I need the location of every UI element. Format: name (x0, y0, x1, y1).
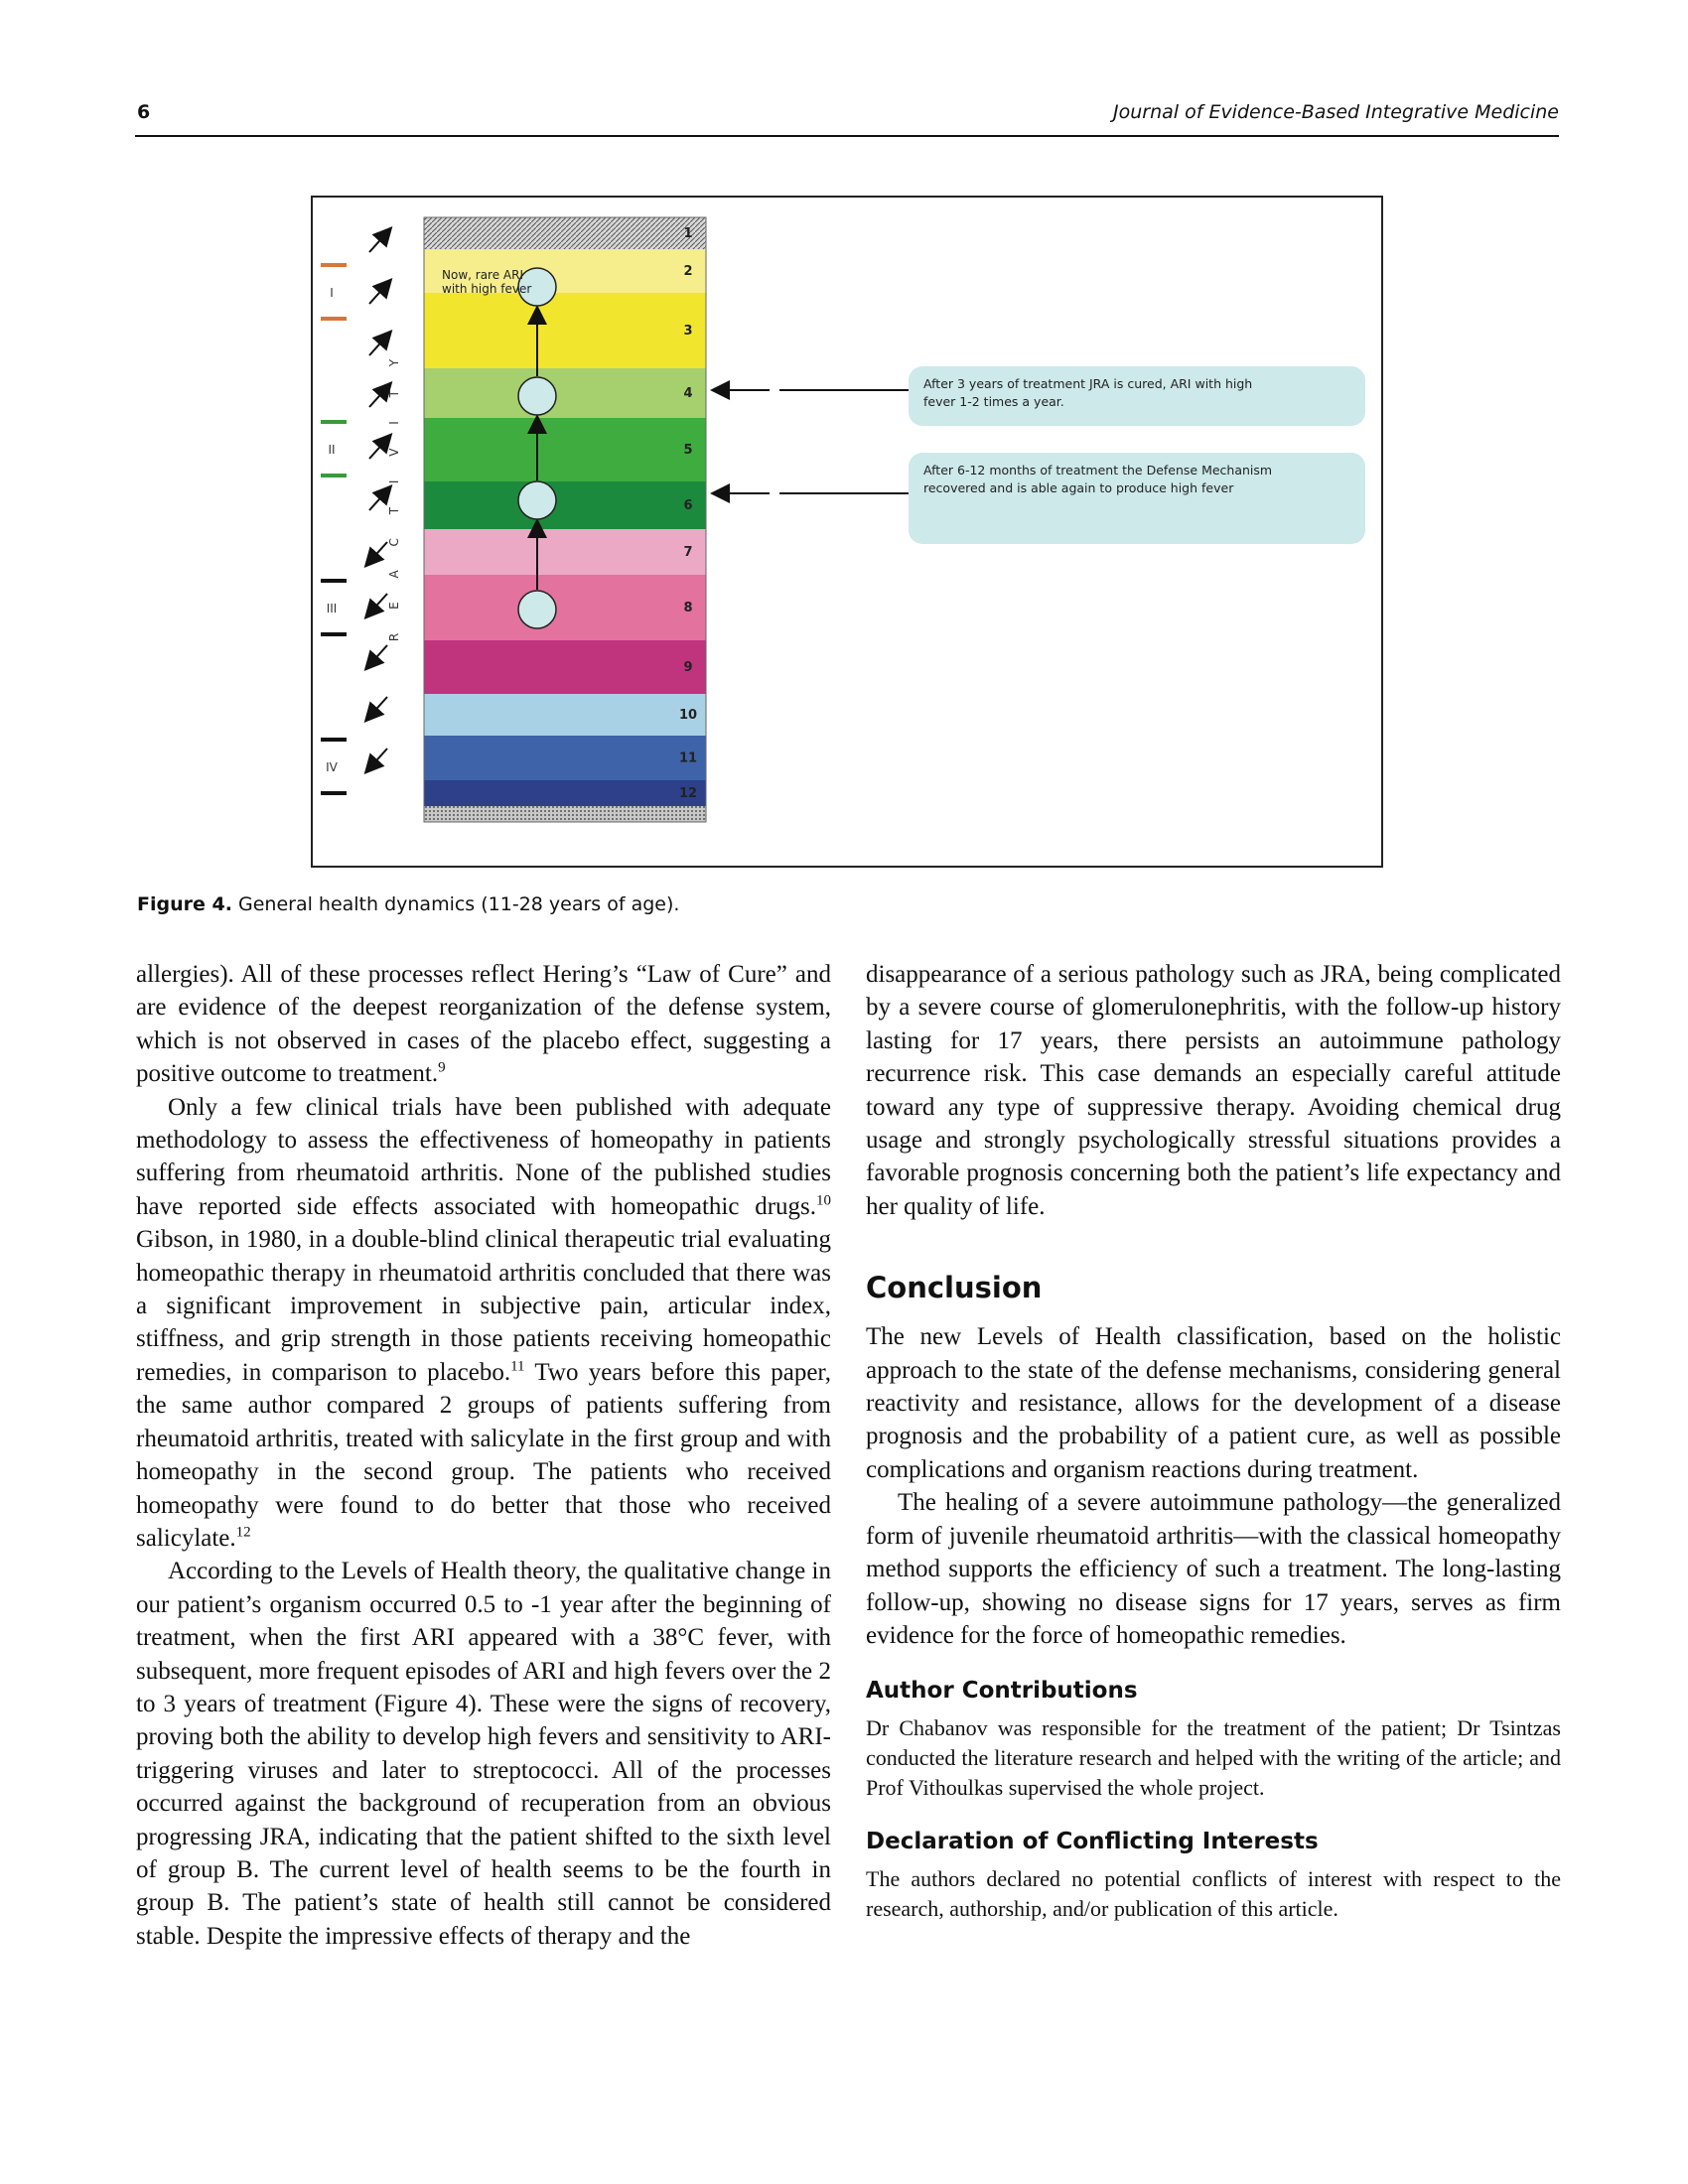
level-number: 8 (683, 601, 693, 615)
arrow-up-icon (369, 490, 387, 510)
paragraph-text: Gibson, in 1980, in a double-blind clinical therapeutic trial evaluating homeopathic therapy in rheumatoid arthritis concluded that there was a significant improvement in subjective pain, articular index, stiffness, and grip strength in those patients receiving homeopathic remedies, in comparison to placebo. (136, 1226, 831, 1386)
level-number: 5 (683, 443, 693, 458)
progress-circle (518, 377, 556, 415)
paragraph: The healing of a severe autoimmune pathology—the generalized form of juvenile rheumatoid arthritis—with the classical homeopathy method supports the efficiency of such a treatment. The long-lasting follow-up, showing no disease signs for 17 years, serves as firm evidence for the force of homeopathic remedies. (866, 1489, 1561, 1649)
level-band-4 (424, 368, 706, 418)
arrow-up-icon (369, 284, 387, 304)
paragraph: disappearance of a serious pathology such as JRA, being complicated by a severe course of glomerulonephritis, with the follow-up history lasting for 17 years, there persists an autoimmune pathology recurrence risk. This case demands an especially careful attitude toward any type of suppressive therapy. Avoiding chemical drug usage and strongly psychologically stressful situations provides a favorable prognosis concerning both the patient’s life expectancy and her quality of life. (866, 961, 1561, 1220)
bottom-hatch-band (424, 806, 706, 822)
level-number: 1 (683, 226, 693, 241)
page-number: 6 (137, 101, 151, 123)
group-label: III (326, 602, 338, 615)
level-number: 3 (683, 324, 693, 339)
reference-marker: 11 (510, 1358, 525, 1375)
author-contributions-heading: Author Contributions (866, 1678, 1138, 1705)
figure-4 (311, 196, 1383, 868)
level-band-7 (424, 529, 706, 575)
arrow-down-icon (369, 542, 387, 562)
arrow-down-icon (369, 645, 387, 665)
paragraph-text: Only a few clinical trials have been published with adequate methodology to assess the effectiveness of homeopathy in patients suffering from rheumatoid arthritis. None of the published studies have reported side effects associated with homeopathic drugs. (136, 1093, 831, 1220)
reference-marker: 9 (438, 1059, 446, 1076)
level-band-6 (424, 481, 706, 529)
paragraph (136, 958, 831, 1091)
arrow-up-icon (369, 387, 387, 407)
conclusion-heading: Conclusion (866, 1271, 1043, 1305)
group-label: IV (326, 760, 338, 774)
author-contributions-text: Dr Chabanov was responsible for the treatment of the patient; Dr Tsintzas conducted the literature research and helped with the writing of the article; and Prof Vithoulkas supervised the whole project. (866, 1715, 1561, 1801)
paragraph-text: Two years before this paper, the same author compared 2 groups of patients suffering from rheumatoid arthritis, treated with salicylate in the first group and with homeopathy in the second group. The patients who received homeopathy were found to do better that those who received salicylate. (136, 1358, 832, 1552)
level-number: 10 (678, 708, 698, 723)
progress-circle (518, 481, 556, 519)
paragraph-text: allergies). All of these processes reflect Hering’s “Law of Cure” and are evidence of the deepest reorganization of the defense system, which is not observed in cases of the placebo effect, suggesting a positive outcome to treatment. (136, 961, 831, 1088)
level-band-10 (424, 694, 706, 736)
health-levels-diagram (313, 198, 1381, 866)
conflicting-interests-heading: Declaration of Conflicting Interests (866, 1829, 1319, 1855)
callout-text-1: After 3 years of treatment JRA is cured, ARI with high fever 1-2 times a year. (923, 376, 1253, 409)
now-note: Now, rare ARI with high fever (442, 268, 532, 296)
paragraph: The new Levels of Health classification, based on the holistic approach to the state of the defense mechanisms, considering general reactivity and resistance, allows for the development of a disease prognosis and the probability of a patient cure, as well as possible complications and organism reactions during treatment. (866, 1323, 1561, 1483)
level-number: 11 (678, 751, 698, 766)
level-band-9 (424, 640, 706, 694)
level-number: 6 (683, 498, 693, 513)
figure-caption-label: Figure 4. (137, 893, 232, 915)
paragraph (136, 1091, 831, 1556)
right-column (866, 958, 1561, 1924)
left-column (136, 958, 831, 1953)
level-band-11 (424, 736, 706, 780)
header-rule (135, 135, 1559, 137)
arrow-down-icon (369, 697, 387, 717)
reference-marker: 10 (816, 1192, 831, 1209)
level-band-3 (424, 293, 706, 368)
arrow-down-icon (369, 594, 387, 614)
group-label: I (330, 286, 334, 300)
level-number: 2 (683, 264, 693, 279)
arrow-up-icon (369, 232, 387, 252)
arrow-up-icon (369, 336, 387, 355)
level-band-12 (424, 780, 706, 806)
level-number: 9 (683, 660, 693, 675)
reference-marker: 12 (235, 1524, 251, 1541)
arrow-down-icon (369, 749, 387, 768)
level-number: 4 (683, 386, 693, 401)
figure-caption (137, 893, 679, 915)
level-number: 12 (678, 786, 698, 801)
group-label: II (328, 443, 336, 457)
paragraph: According to the Levels of Health theory, the qualitative change in our patient’s organism occurred 0.5 to -1 year after the beginning of treatment, when the first ARI appeared with a 38°C fever, with subsequent, more frequent episodes of ARI and high fevers over the 2 to 3 years of treatment (Figure 4). These were the signs of recovery, proving both the ability to develop high fevers and sensitivity to ARI-triggering viruses and later to streptococci. All of the processes occurred against the background of recuperation from an obvious progressing JRA, indicating that the patient shifted to the sixth level of group B. The current level of health seems to be the fourth in group B. The patient’s state of health still cannot be considered stable. Despite the impressive effects of therapy and the (136, 1558, 831, 1950)
reactivity-label: R E A C T I V I T Y (387, 348, 401, 642)
level-band-1 (424, 217, 706, 249)
conflicting-interests-text: The authors declared no potential conflicts of interest with respect to the research, authorship, and/or publication of this article. (866, 1866, 1561, 1922)
journal-title: Journal of Evidence-Based Integrative Medicine (1113, 101, 1559, 123)
arrow-up-icon (369, 439, 387, 459)
level-band-5 (424, 418, 706, 481)
level-number: 7 (683, 545, 693, 560)
progress-circle (518, 591, 556, 628)
callout-text-2: After 6-12 months of treatment the Defense Mechanism recovered and is able again to produce high fever (923, 463, 1273, 495)
figure-caption-text: General health dynamics (11-28 years of age). (237, 893, 680, 915)
level-band-8 (424, 575, 706, 640)
